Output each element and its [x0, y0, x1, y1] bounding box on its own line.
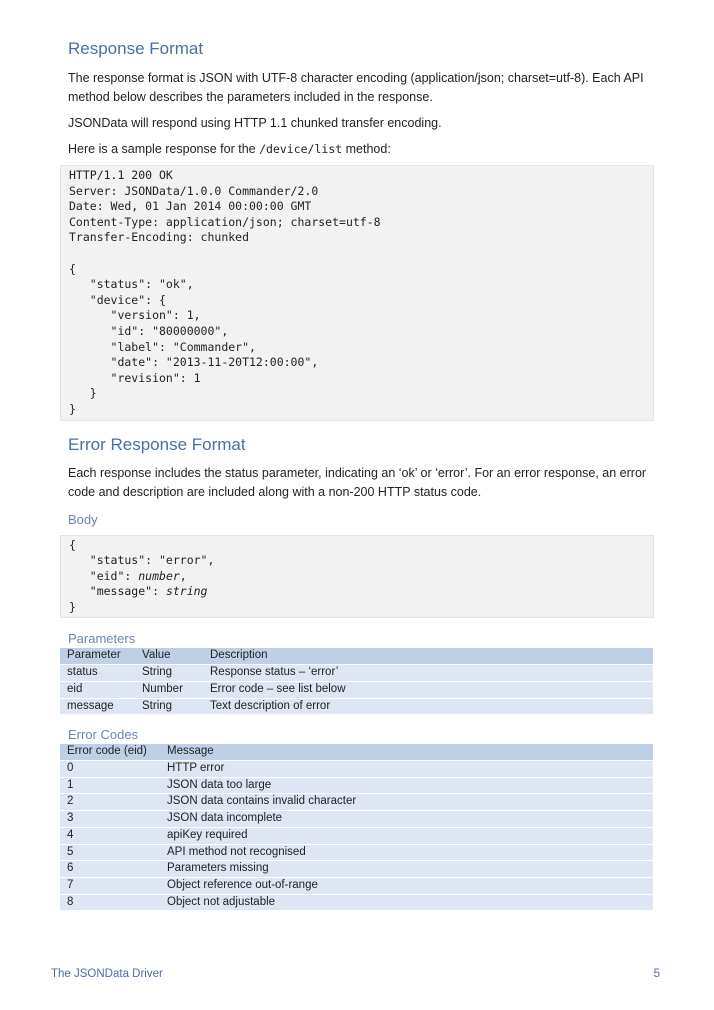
code-line: [69, 246, 653, 262]
code-line: Server: JSONData/1.0.0 Commander/2.0: [69, 183, 319, 198]
code-line: HTTP/1.1 200 OK: [69, 168, 173, 182]
response-format-heading: Response Format: [68, 39, 204, 58]
table-row: [60, 681, 653, 698]
table-cell: status: [60, 665, 135, 682]
table-cell: JSON data too large: [160, 777, 653, 794]
table-row: [60, 861, 653, 878]
table-row: [60, 877, 653, 894]
table-row: [60, 894, 653, 911]
column-header: Description: [203, 648, 653, 664]
table-row: [60, 811, 653, 828]
response-format-paragraph-3: [68, 140, 654, 159]
sample-response-code-block: [60, 165, 654, 421]
table-cell: message: [60, 698, 135, 715]
code-line: "version": 1,: [69, 308, 201, 323]
error-body-code-block: [60, 535, 654, 619]
eid-comma: ,: [179, 568, 187, 583]
table-cell: 8: [60, 894, 160, 911]
code-line: "date": "2013-11-20T12:00:00",: [69, 355, 319, 370]
eid-key: "eid":: [69, 568, 139, 583]
method-path-code: /device/list: [259, 142, 343, 156]
table-cell: JSON data incomplete: [160, 811, 653, 828]
response-format-paragraph-1: The response format is JSON with UTF-8 character encoding (application/json; charset=utf-8). Each API method below describes the parameters included in the response.: [68, 71, 644, 104]
table-cell: HTTP error: [160, 760, 653, 777]
body-heading: Body: [68, 511, 98, 527]
table-cell: 7: [60, 877, 160, 894]
response-format-paragraph-2: JSONData will respond using HTTP 1.1 chunked transfer encoding.: [68, 116, 442, 130]
table-cell: Number: [135, 681, 203, 698]
parameters-heading: Parameters: [68, 631, 136, 647]
table-cell: Object reference out-of-range: [160, 877, 653, 894]
code-line: }: [69, 599, 76, 614]
code-line: "label": "Commander",: [69, 339, 256, 354]
code-line: Content-Type: application/json; charset=utf-8: [69, 214, 381, 229]
table-cell: Response status – ‘error’: [203, 665, 653, 682]
code-line: "status": "ok",: [69, 277, 194, 292]
footer-page-number: 5: [653, 968, 660, 980]
table-cell: 0: [60, 760, 160, 777]
table-cell: apiKey required: [160, 827, 653, 844]
sample-intro-suffix: method:: [342, 142, 391, 156]
code-line: Transfer-Encoding: chunked: [69, 230, 250, 245]
code-line: Date: Wed, 01 Jan 2014 00:00:00 GMT: [69, 199, 312, 214]
footer-document-title: The JSONData Driver: [51, 968, 163, 980]
table-row: [60, 794, 653, 811]
table-header-row: [60, 744, 653, 760]
table-cell: Error code – see list below: [203, 681, 653, 698]
table-cell: Parameters missing: [160, 861, 653, 878]
table-header-row: [60, 648, 653, 664]
column-header: Error code (eid): [60, 744, 160, 760]
eid-type: number: [138, 568, 180, 583]
error-response-format-heading: Error Response Format: [68, 434, 246, 454]
table-row: [60, 844, 653, 861]
code-line: "status": "error",: [69, 553, 215, 568]
table-row: [60, 827, 653, 844]
table-row: [60, 760, 653, 777]
table-row: [60, 777, 653, 794]
code-line: "revision": 1: [69, 370, 201, 385]
table-cell: 1: [60, 777, 160, 794]
table-cell: JSON data contains invalid character: [160, 794, 653, 811]
code-line: {: [69, 261, 76, 276]
table-cell: 3: [60, 811, 160, 828]
table-cell: 2: [60, 794, 160, 811]
error-format-paragraph: Each response includes the status parameter, indicating an ‘ok’ or ‘error’. For an error response, an error code and description are included along with a non-200 HTTP status code.: [68, 465, 647, 499]
page-content: [68, 38, 654, 911]
table-cell: 6: [60, 861, 160, 878]
table-cell: 5: [60, 844, 160, 861]
table-cell: Object not adjustable: [160, 894, 653, 911]
table-cell: String: [135, 665, 203, 682]
table-cell: String: [135, 698, 203, 715]
column-header: Value: [135, 648, 203, 664]
error-codes-heading: Error Codes: [68, 727, 139, 743]
table-cell: API method not recognised: [160, 844, 653, 861]
parameters-table: [60, 648, 653, 715]
code-line: }: [69, 386, 97, 401]
table-row: [60, 698, 653, 715]
table-cell: 4: [60, 827, 160, 844]
sample-intro-text: Here is a sample response for the: [68, 142, 260, 156]
table-cell: eid: [60, 681, 135, 698]
message-key: "message":: [69, 584, 166, 599]
column-header: Parameter: [60, 648, 135, 664]
code-line: [69, 569, 653, 585]
table-row: [60, 665, 653, 682]
code-line: }: [69, 401, 76, 416]
code-line: "id": "80000000",: [69, 323, 229, 338]
column-header: Message: [160, 744, 653, 760]
error-codes-table: [60, 744, 653, 911]
code-line: [69, 584, 653, 600]
code-line: {: [69, 537, 76, 552]
table-cell: Text description of error: [203, 698, 653, 715]
code-line: "device": {: [69, 292, 166, 307]
message-type: string: [165, 584, 208, 599]
